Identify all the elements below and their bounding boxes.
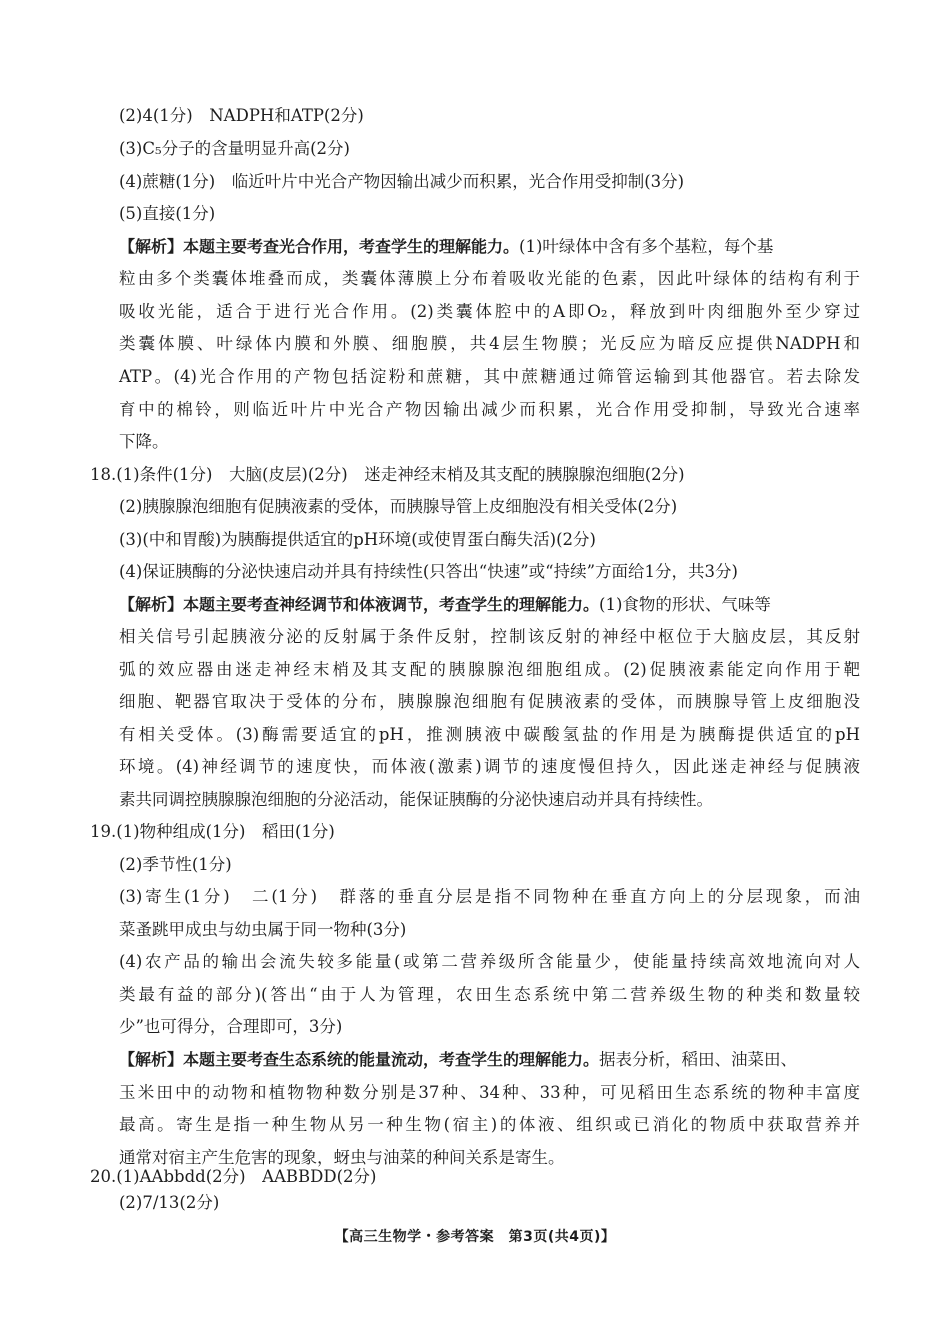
q17-analysis-first-line (119, 234, 773, 260)
q19-analysis-first-line (119, 1047, 797, 1073)
q18-answer-4: (4)保证胰酶的分泌快速启动并具有持续性(只答出“快速”或“持续”方面给1分，共3分) (119, 562, 738, 581)
q19-answer-4-line-3: 少”也可得分，合理即可，3分) (119, 1017, 343, 1036)
q18-analysis-line: 相关信号引起胰液分泌的反射属于条件反射，控制该反射的神经中枢位于大脑皮层，其反射 (119, 627, 860, 646)
q17-analysis-line: ATP。(4)光合作用的产物包括淀粉和蔗糖，其中蔗糖通过筛管运输到其他器官。若去除发 (119, 367, 860, 386)
q20-answer-2: (2)7/13(2分) (119, 1193, 220, 1212)
q19-analysis-label: 【解析】本题主要考查生态系统的能量流动，考查学生的理解能力。 (119, 1050, 600, 1069)
q18-analysis-line: 素共同调控胰腺腺泡细胞的分泌活动，能保证胰酶的分泌快速启动并具有持续性。 (119, 790, 713, 809)
q18-analysis-label: 【解析】本题主要考查神经调节和体液调节，考查学生的理解能力。 (119, 595, 600, 614)
q17-analysis-label: 【解析】本题主要考查光合作用，考查学生的理解能力。 (119, 237, 520, 256)
q17-analysis-line: 下降。 (119, 432, 169, 451)
q18-analysis-line: (1)食物的形状、气味等 (599, 595, 771, 614)
q19-answer-2: (2)季节性(1分) (119, 855, 232, 874)
q19-analysis-line: 据表分析，稻田、油菜田、 (599, 1050, 798, 1069)
q19-answer-3-line-1: (3)寄生(1分) 二(1分) 群落的垂直分层是指不同物种在垂直方向上的分层现象，而油 (119, 887, 860, 906)
q18-analysis-line: 弧的效应器由迷走神经末梢及其支配的胰腺腺泡细胞组成。(2)促胰液素能定向作用于靶 (119, 660, 860, 679)
q17-answer-3: (3)C₅分子的含量明显升高(2分) (119, 139, 350, 158)
q17-analysis-line: 育中的棉铃，则临近叶片中光合产物因输出减少而积累，光合作用受抑制，导致光合速率 (119, 400, 860, 419)
q17-analysis-line: 粒由多个类囊体堆叠而成，类囊体薄膜上分布着吸收光能的色素，因此叶绿体的结构有利于 (119, 269, 860, 288)
q19-analysis-line: 通常对宿主产生危害的现象，蚜虫与油菜的种间关系是寄生。 (119, 1148, 565, 1167)
q19-answer-3-line-2: 菜蚤跳甲成虫与幼虫属于同一物种(3分) (119, 920, 407, 939)
q19-analysis-line: 最高。寄生是指一种生物从另一种生物(宿主)的体液、组织或已消化的物质中获取营养并 (119, 1115, 860, 1134)
q17-analysis-line: 类囊体膜、叶绿体内膜和外膜、细胞膜，共4层生物膜；光反应为暗反应提供NADPH和 (119, 334, 860, 353)
q20-answer-1: 20.(1)AAbbdd(2分) AABBDD(2分) (90, 1167, 377, 1186)
q18-answer-2: (2)胰腺腺泡细胞有促胰液素的受体，而胰腺导管上皮细胞没有相关受体(2分) (119, 497, 678, 516)
q17-analysis-line: (1)叶绿体中含有多个基粒，每个基 (519, 237, 774, 256)
q17-answer-5: (5)直接(1分) (119, 204, 216, 223)
q19-answer-1: 19.(1)物种组成(1分) 稻田(1分) (90, 822, 335, 841)
q19-analysis-line: 玉米田中的动物和植物物种数分别是37种、34种、33种，可见稻田生态系统的物种丰富度 (119, 1083, 860, 1102)
q17-answer-2: (2)4(1分) NADPH和ATP(2分) (119, 106, 364, 125)
q18-analysis-line: 环境。(4)神经调节的速度快，而体液(激素)调节的速度慢但持久，因此迷走神经与促胰液 (119, 757, 860, 776)
q19-answer-4-line-2: 类最有益的部分)(答出“由于人为管理，农田生态系统中第二营养级生物的种类和数量较 (119, 985, 860, 1004)
q18-analysis-line: 有相关受体。(3)酶需要适宜的pH，推测胰液中碳酸氢盐的作用是为胰酶提供适宜的pH (119, 725, 860, 744)
q19-answer-4-line-1: (4)农产品的输出会流失较多能量(或第二营养级所含能量少，使能量持续高效地流向对人 (119, 952, 860, 971)
q18-answer-3: (3)(中和胃酸)为胰酶提供适宜的pH环境(或使胃蛋白酶失活)(2分) (119, 530, 596, 549)
q18-analysis-first-line (119, 592, 771, 618)
page-footer: 【高三生物学・参考答案 第3页(共4页)】 (334, 1229, 616, 1245)
q18-answer-1: 18.(1)条件(1分) 大脑(皮层)(2分) 迷走神经末梢及其支配的胰腺腺泡细胞(2分) (90, 465, 685, 484)
q17-analysis-line: 吸收光能，适合于进行光合作用。(2)类囊体腔中的A即O₂，释放到叶肉细胞外至少穿过 (119, 302, 860, 321)
q17-answer-4: (4)蔗糖(1分) 临近叶片中光合产物因输出减少而积累，光合作用受抑制(3分) (119, 172, 685, 191)
q18-analysis-line: 细胞、靶器官取决于受体的分布，胰腺腺泡细胞有促胰液素的受体，而胰腺导管上皮细胞没 (119, 692, 860, 711)
